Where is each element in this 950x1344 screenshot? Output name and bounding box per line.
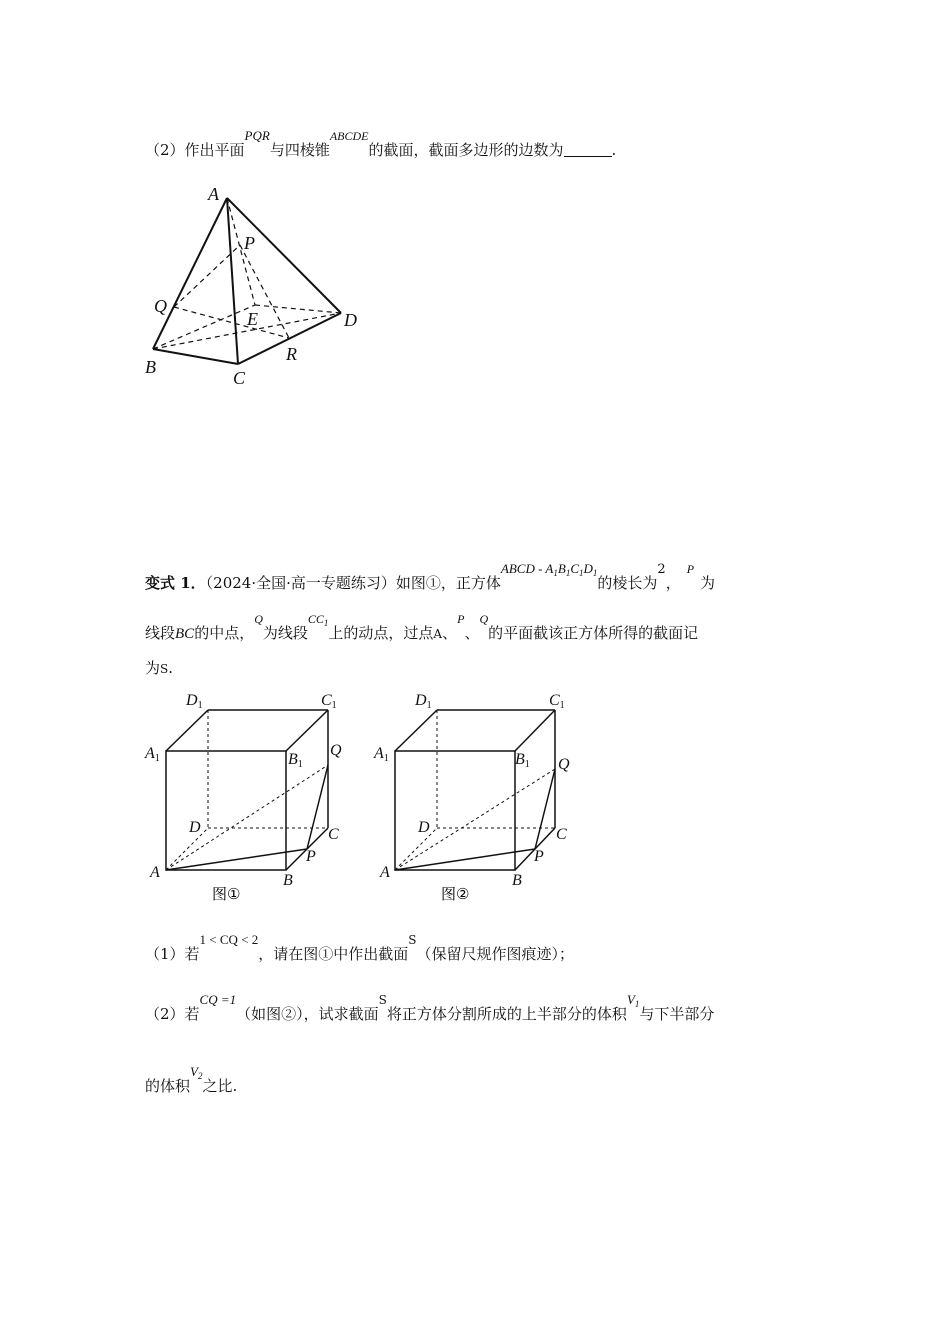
sub2-S: S <box>378 993 387 1007</box>
cube2-label-P: P <box>534 848 544 865</box>
seg-CC1-text: CC <box>307 612 324 626</box>
cube1-label-P: P <box>306 848 316 865</box>
cube-name <box>501 561 598 576</box>
variant-line-3 <box>145 658 173 679</box>
variant-line-2 <box>145 612 699 648</box>
variant-line-1 <box>145 561 716 598</box>
edge-AD <box>227 198 341 313</box>
var-V2-text: V <box>190 1064 198 1079</box>
var-V1-sub: 1 <box>634 999 640 1009</box>
sep-2: 、 <box>464 624 480 642</box>
sub1-prefix: （1）若 <box>145 945 200 963</box>
var-V1 <box>627 992 639 1007</box>
pt-P: P <box>457 612 465 626</box>
edge-BC <box>153 349 238 364</box>
label-P: P <box>244 233 255 253</box>
cube2-edge-AD <box>395 828 437 870</box>
sub2-condition: CQ =1 <box>199 992 237 1007</box>
is-text: 为 <box>700 574 716 592</box>
label-C: C <box>233 368 246 388</box>
edge-value: 2 <box>657 562 666 577</box>
line2-e: 的平面截该正方体所得的截面记 <box>488 624 699 642</box>
label-A: A <box>208 184 219 204</box>
sub1-suffix: （保留尺规作图痕迹）； <box>416 945 575 963</box>
cube1-edge-AD <box>166 828 208 870</box>
cube2-label-C: C <box>556 826 567 843</box>
edge-ED <box>255 305 341 313</box>
sub-1d: 1 <box>592 568 598 578</box>
var-S: S <box>160 662 169 676</box>
variant-title: 变式 1． <box>145 574 206 592</box>
cube2-label-A: A <box>380 864 390 881</box>
line2-c: 为线段 <box>262 624 308 642</box>
cube2-label-B: B <box>512 872 522 889</box>
line3-a: 为 <box>145 659 161 677</box>
cube-figures <box>0 680 950 910</box>
sub2-line-2 <box>145 1064 238 1101</box>
label-R: R <box>286 344 297 364</box>
cube2-label-Q: Q <box>558 756 570 773</box>
seg-BC: BC <box>175 626 195 642</box>
sub2-text3: 与下半部分 <box>639 1005 715 1023</box>
segment-QR <box>174 307 289 338</box>
edge-text: 的棱长为 <box>597 574 658 592</box>
seg-CC1 <box>308 612 329 626</box>
comma: ， <box>665 574 681 592</box>
cube2-label-A1: A1 <box>374 745 389 764</box>
sub2-prefix: （2）若 <box>145 1005 200 1023</box>
label-B: B <box>145 357 156 377</box>
plane-name: PQR <box>244 128 270 143</box>
cube1-label-B1: B1 <box>288 751 303 770</box>
cube1-label-C: C <box>328 826 339 843</box>
seg-CC1-sub: 1 <box>323 618 329 628</box>
var-V1-text: V <box>626 992 635 1007</box>
cube2-edge-B1C1 <box>515 710 555 751</box>
sub2-text1: （如图②），试求截面 <box>236 1005 379 1023</box>
label-E: E <box>247 309 258 329</box>
q2-end: . <box>611 141 617 159</box>
var-V2-sub: 2 <box>197 1071 203 1081</box>
sub2-line2-b: 之比. <box>202 1077 238 1095</box>
edge-BE <box>153 305 255 349</box>
cube-figure-2 <box>373 692 570 903</box>
fig2-caption: 图② <box>441 885 470 903</box>
pt-A: A <box>433 627 443 641</box>
var-V2 <box>190 1064 202 1079</box>
cube-name-head: ABCD - A <box>500 561 554 576</box>
line2-b: 的中点， <box>194 624 255 642</box>
cube1-label-C1: C1 <box>321 692 337 711</box>
cube1-segment-PQ <box>307 765 328 849</box>
cube2-segment-AP <box>395 849 535 870</box>
sub1-text: ，请在图①中作出截面 <box>258 945 409 963</box>
sub-1c: 1 <box>579 568 584 578</box>
cube1-label-D1: D1 <box>186 692 203 711</box>
q2-mid: 与四棱锥 <box>269 141 330 159</box>
cube1-label-B: B <box>283 872 293 889</box>
cube-c1: C <box>570 561 579 576</box>
fig1-caption: 图① <box>212 885 241 903</box>
sep-1: 、 <box>442 624 458 642</box>
cube-figure-1 <box>144 692 342 903</box>
line3-b: . <box>168 659 174 677</box>
sub1-condition: 1 < CQ < 2 <box>199 932 259 947</box>
cube1-label-D: D <box>189 819 201 836</box>
cube1-label-A: A <box>150 864 160 881</box>
edge-AC <box>227 198 238 364</box>
line2-a: 线段 <box>145 624 176 642</box>
cube1-edge-A1D1 <box>166 710 208 751</box>
var-Q: Q <box>254 612 263 626</box>
cube2-label-D1: D1 <box>415 692 432 711</box>
q2-suffix: 的截面，截面多边形的边数为 <box>368 141 564 159</box>
label-Q: Q <box>154 296 167 316</box>
cube2-edge-A1D1 <box>395 710 437 751</box>
solid-name: ABCDE <box>329 129 369 143</box>
cube1-label-Q: Q <box>330 742 342 759</box>
cube-b1: B <box>557 561 566 576</box>
cube1-edge-B1C1 <box>286 710 328 751</box>
edge-AB <box>153 198 227 349</box>
pt-Q: Q <box>479 612 489 626</box>
sub-1b: 1 <box>565 568 571 578</box>
sub1-S: S <box>408 933 417 947</box>
segment-QP <box>174 245 240 307</box>
sub2-line2-a: 的体积 <box>145 1077 191 1095</box>
cube1-segment-AQ <box>166 765 328 870</box>
cube2-label-D: D <box>418 819 430 836</box>
q2-prefix: （2）作出平面 <box>145 141 245 159</box>
sub2-line-1 <box>145 992 715 1029</box>
sub-1a: 1 <box>553 568 558 578</box>
cube-d1: D <box>583 561 593 576</box>
label-D: D <box>344 310 357 330</box>
cube2-label-C1: C1 <box>549 692 565 711</box>
variant-source: （2024·全国·高一专题练习）如图①，正方体 <box>205 574 501 592</box>
sub1-line <box>145 932 575 965</box>
pyramid-solid-edges <box>153 198 341 364</box>
var-P: P <box>686 562 695 576</box>
cube1-label-A1: A1 <box>145 745 160 764</box>
sub2-text2: 将正方体分割所成的上半部分的体积 <box>386 1005 627 1023</box>
line2-d: 上的动点，过点 <box>328 624 434 642</box>
cube2-segment-PQ <box>535 769 555 849</box>
pyramid-figure <box>0 0 950 400</box>
cube2-label-B1: B1 <box>515 751 530 770</box>
